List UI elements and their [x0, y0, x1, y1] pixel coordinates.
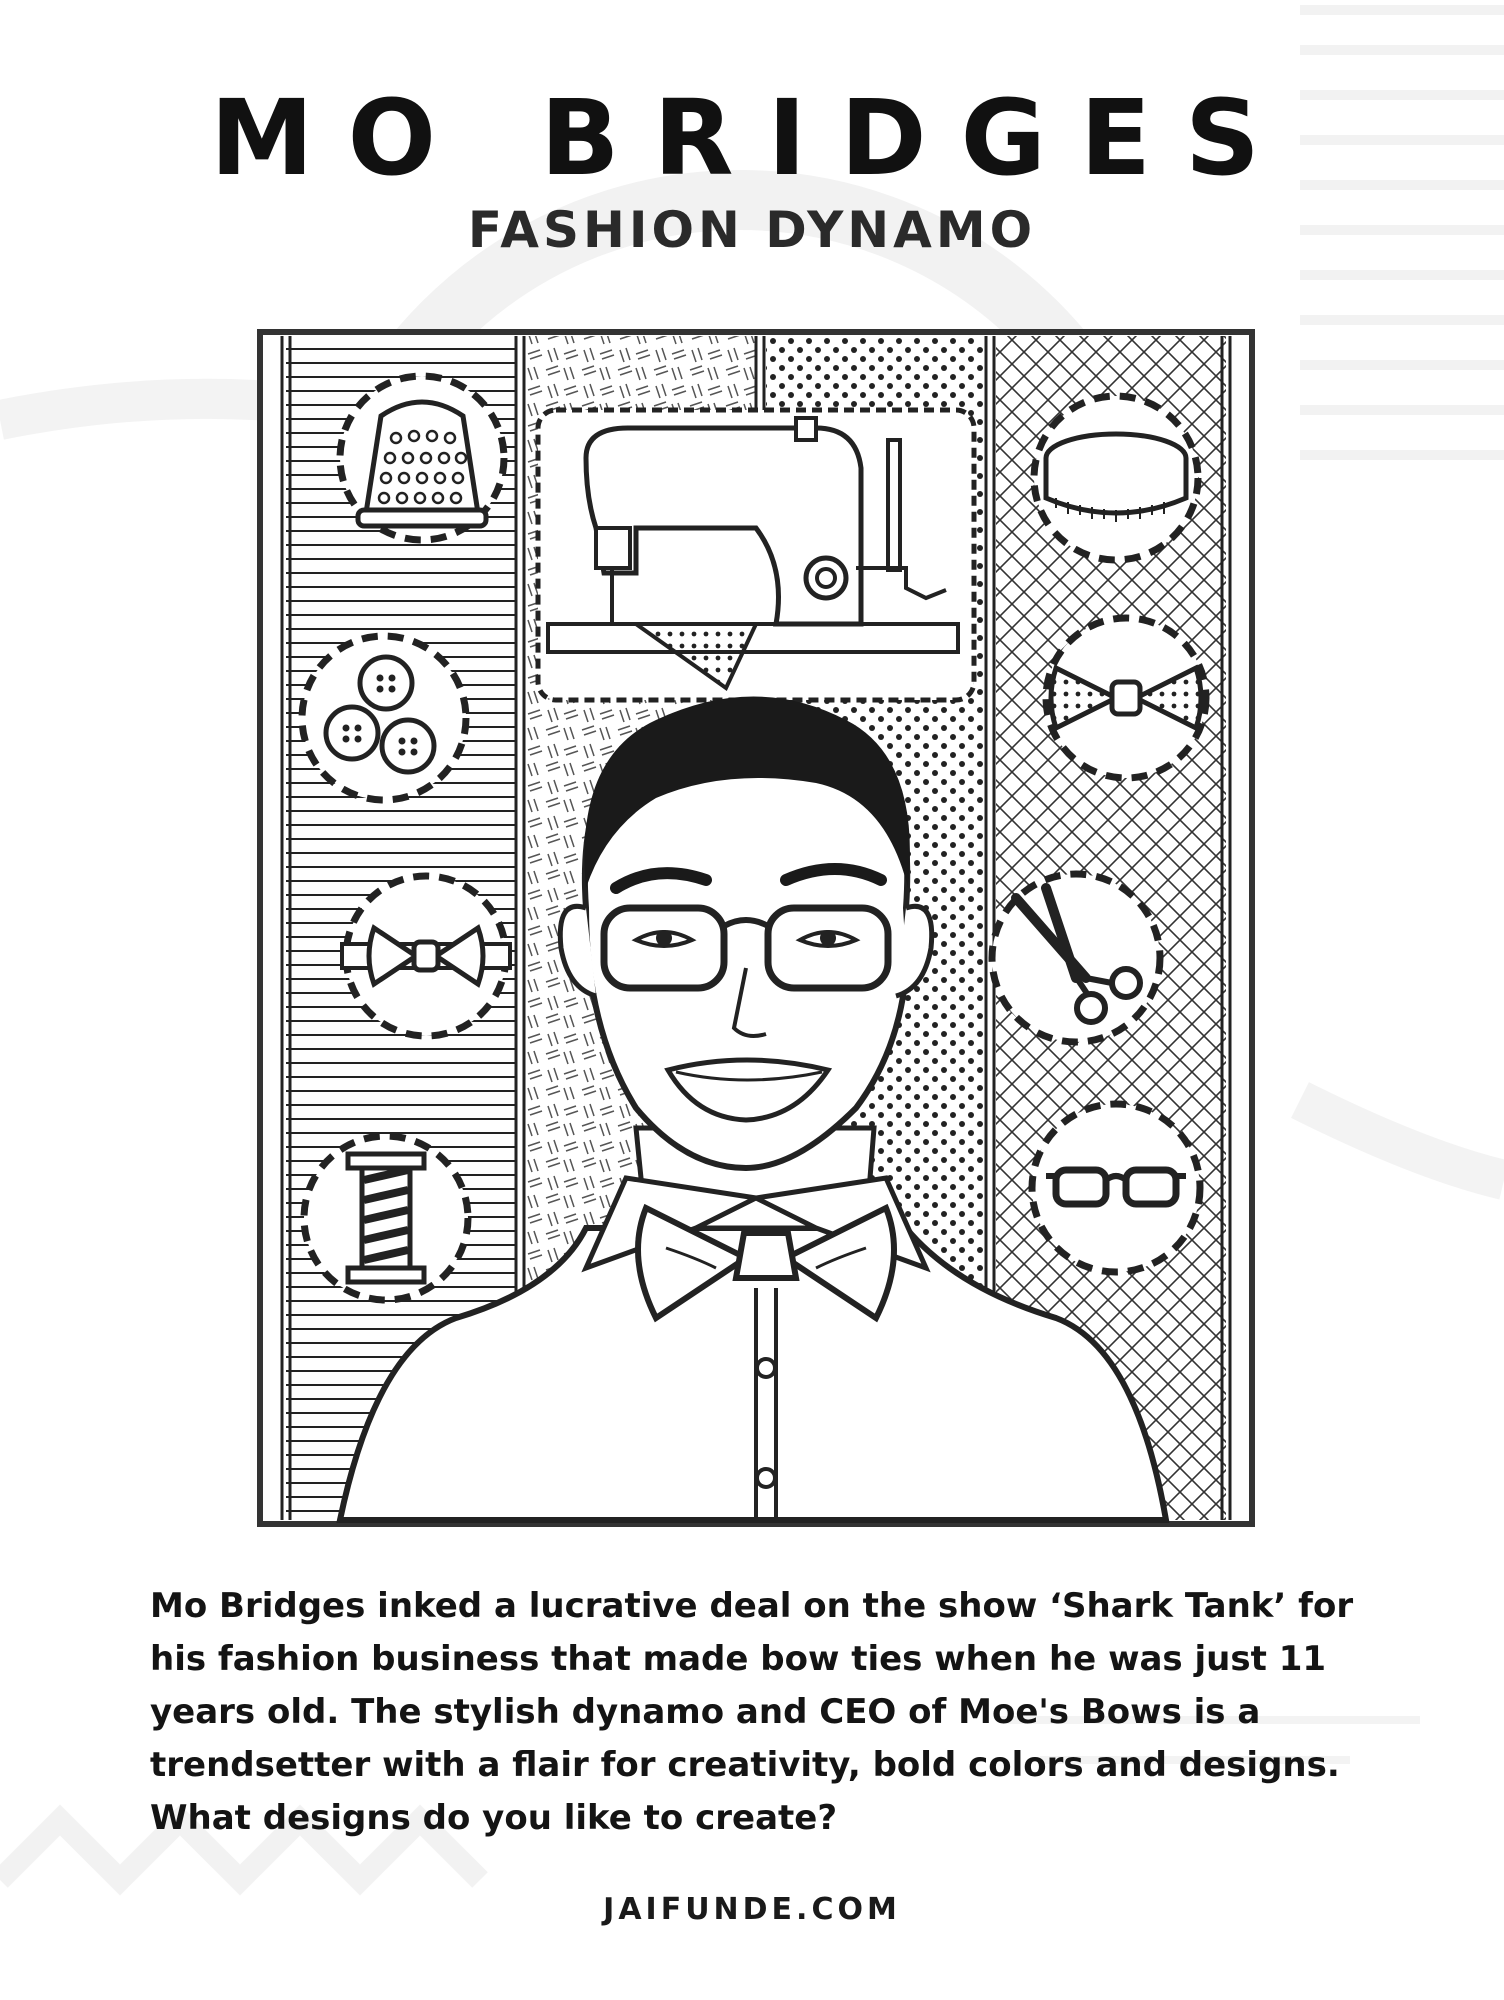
measuring-tape-icon [1034, 396, 1198, 560]
sewing-machine-icon [538, 410, 974, 700]
glasses-icon [1032, 1104, 1200, 1272]
description-paragraph: Mo Bridges inked a lucrative deal on the show ‘Shark Tank’ for his fashion business that made bow ties when he was just 11 years old. The stylish dynamo and CEO of Moe's Bows is a trendsetter with a flair for creativity, bold colors and designs. What designs do you like to create? [150, 1586, 1354, 1838]
page-subtitle: FASHION DYNAMO [467, 201, 1037, 259]
thread-spool-icon [304, 1136, 468, 1300]
buttons-icon [302, 636, 466, 800]
coloring-illustration [256, 328, 1256, 1528]
page-title: MO BRIDGES [210, 77, 1294, 199]
website-footer: JAIFUNDE.COM [603, 1892, 901, 1927]
thimble-icon [340, 376, 504, 540]
scissors-icon [992, 874, 1160, 1042]
polka-dot-bow-tie-icon [1046, 618, 1206, 778]
